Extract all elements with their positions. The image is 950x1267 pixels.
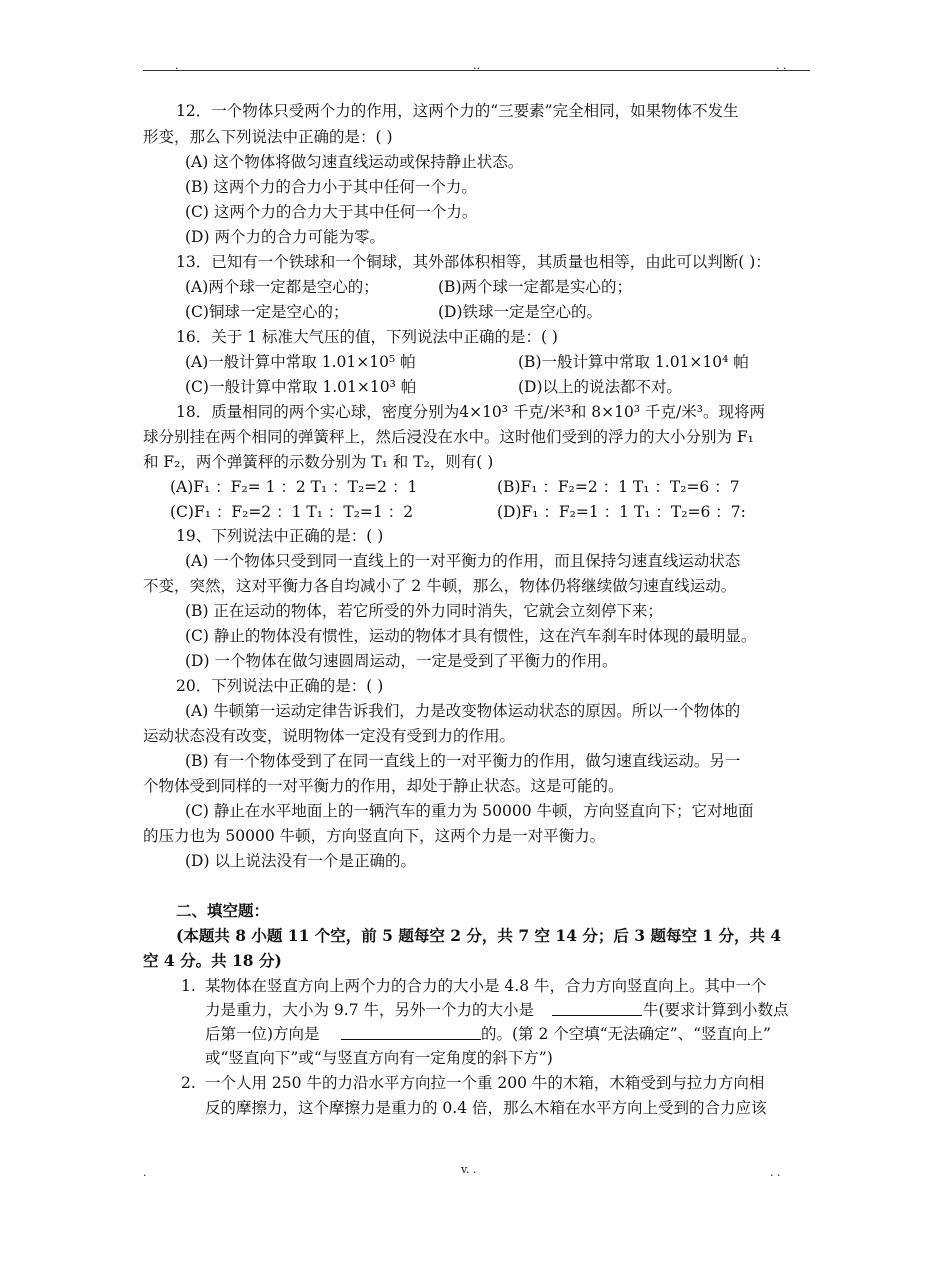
text-line: 19、下列说法中正确的是：( ): [176, 527, 384, 545]
text-line: 运动状态没有改变，说明物体一定没有受到力的作用。: [143, 727, 516, 745]
text-line: 12．一个物体只受两个力的作用，这两个力的“三要素”完全相同，如果物体不发生: [176, 102, 739, 120]
text-line: (D)铁球一定是空心的。: [438, 303, 603, 321]
text-line: 力是重力，大小为 9.7 牛，另外一个力的大小是: [205, 1001, 535, 1019]
header-left-mark: .: [175, 59, 179, 72]
text-line: 不变，突然，这对平衡力各自均减小了 2 牛顿，那么，物体仍将继续做匀速直线运动。: [143, 577, 737, 595]
text-line: (A)F₁ ：F₂= 1 ：2 T₁ ：T₂=2 ：1: [170, 478, 418, 496]
footer-right-mark: . .: [770, 1166, 781, 1179]
header-center-mark: ..: [473, 59, 480, 72]
text-line: 18．质量相同的两个实心球，密度分别为4×10³ 千克/米³和 8×10³ 千克/米³。现将两: [176, 403, 765, 421]
text-line: (C) 静止的物体没有惯性，运动的物体才具有惯性，这在汽车刹车时体现的最明显。: [185, 627, 757, 645]
text-line: (A)两个球一定都是空心的；: [185, 278, 379, 296]
text-line: 20．下列说法中正确的是：( ): [176, 677, 384, 695]
text-line: (B) 有一个物体受到了在同一直线上的一对平衡力的作用，做匀速直线运动。另一: [185, 752, 741, 770]
text-line: (D) 两个力的合力可能为零。: [185, 228, 385, 246]
text-line: (D) 以上说法没有一个是正确的。: [185, 852, 416, 870]
text-line: (B) 这两个力的合力小于其中任何一个力。: [185, 178, 477, 196]
text-line: (D)以上的说法都不对。: [518, 378, 683, 396]
text-line: (C) 这两个力的合力大于其中任何一个力。: [185, 203, 478, 221]
answer-blank[interactable]: [552, 1001, 642, 1016]
text-line: 球分别挂在两个相同的弹簧秤上，然后浸没在水中。这时他们受到的浮力的大小分别为 F₁: [143, 428, 754, 446]
text-line: (C)一般计算中常取 1.01×10³ 帕: [185, 378, 417, 396]
text-line: 13．已知有一个铁球和一个铜球，其外部体积相等，其质量也相等，由此可以判断( )：: [176, 253, 771, 271]
text-line: (C)F₁ ：F₂=2 ：1 T₁ ：T₂=1 ：2: [170, 503, 414, 521]
text-line: 16．关于 1 标准大气压的值，下列说法中正确的是：( ): [176, 328, 558, 346]
answer-blank[interactable]: [341, 1025, 481, 1040]
text-line: 二、填空题：: [176, 901, 270, 920]
text-line: (本题共 8 小题 11 个空，前 5 题每空 2 分，共 7 空 14 分；后 3 题每空 1 分，共 4: [176, 926, 782, 945]
text-line: 的压力也为 50000 牛顿，方向竖直向下，这两个力是一对平衡力。: [143, 827, 606, 845]
text-line: (A) 这个物体将做匀速直线运动或保持静止状态。: [185, 153, 524, 171]
footer-center-mark: v. .: [461, 1163, 477, 1176]
text-line: 后第一位)方向是: [205, 1025, 320, 1043]
text-line: (D)F₁ ：F₂=1 ：1 T₁ ：T₂=6 ：7:: [497, 503, 746, 521]
text-line: 空 4 分。共 18 分): [143, 951, 282, 970]
text-line: (A) 牛顿第一运动定律告诉我们，力是改变物体运动状态的原因。所以一个物体的: [185, 702, 741, 720]
text-line: 和 F₂，两个弹簧秤的示数分别为 T₁ 和 T₂，则有( ): [143, 453, 494, 471]
text-line: 的。(第 2 个空填“无法确定”、“竖直向上”: [481, 1025, 771, 1043]
text-line: 2.: [181, 1074, 196, 1092]
text-line: (B)一般计算中常取 1.01×10⁴ 帕: [518, 353, 749, 371]
text-line: 某物体在竖直方向上两个力的合力的大小是 4.8 牛，合力方向竖直向上。其中一个: [205, 977, 767, 995]
footer-left-mark: .: [143, 1166, 147, 1179]
text-line: (B)F₁ ：F₂=2 ：1 T₁ ：T₂=6 ：7: [497, 478, 740, 496]
header-right-mark: . .: [776, 59, 787, 72]
text-line: (B) 正在运动的物体，若它所受的外力同时消失，它就会立刻停下来；: [185, 602, 663, 620]
text-line: 牛(要求计算到小数点: [643, 1001, 789, 1019]
text-line: (C)铜球一定是空心的；: [185, 303, 349, 321]
text-line: (A)一般计算中常取 1.01×10⁵ 帕: [185, 353, 416, 371]
text-line: (C) 静止在水平地面上的一辆汽车的重力为 50000 牛顿，方向竖直向下；它对地面: [185, 802, 754, 820]
text-line: 1.: [181, 977, 196, 995]
text-line: (D) 一个物体在做匀速圆周运动，一定是受到了平衡力的作用。: [185, 652, 618, 670]
text-line: (A) 一个物体只受到同一直线上的一对平衡力的作用，而且保持匀速直线运动状态: [185, 552, 741, 570]
text-line: 或“竖直向下”或“与竖直方向有一定角度的斜下方”): [205, 1049, 553, 1067]
text-line: 个物体受到同样的一对平衡力的作用，却处于静止状态。这是可能的。: [143, 777, 624, 795]
text-line: 反的摩擦力，这个摩擦力是重力的 0.4 倍，那么木箱在水平方向上受到的合力应该: [205, 1099, 767, 1117]
text-line: 形变，那么下列说法中正确的是：( ): [143, 128, 393, 146]
text-line: 一个人用 250 牛的力沿水平方向拉一个重 200 牛的木箱，木箱受到与拉力方向相: [205, 1074, 765, 1092]
text-line: (B)两个球一定都是实心的；: [438, 278, 632, 296]
